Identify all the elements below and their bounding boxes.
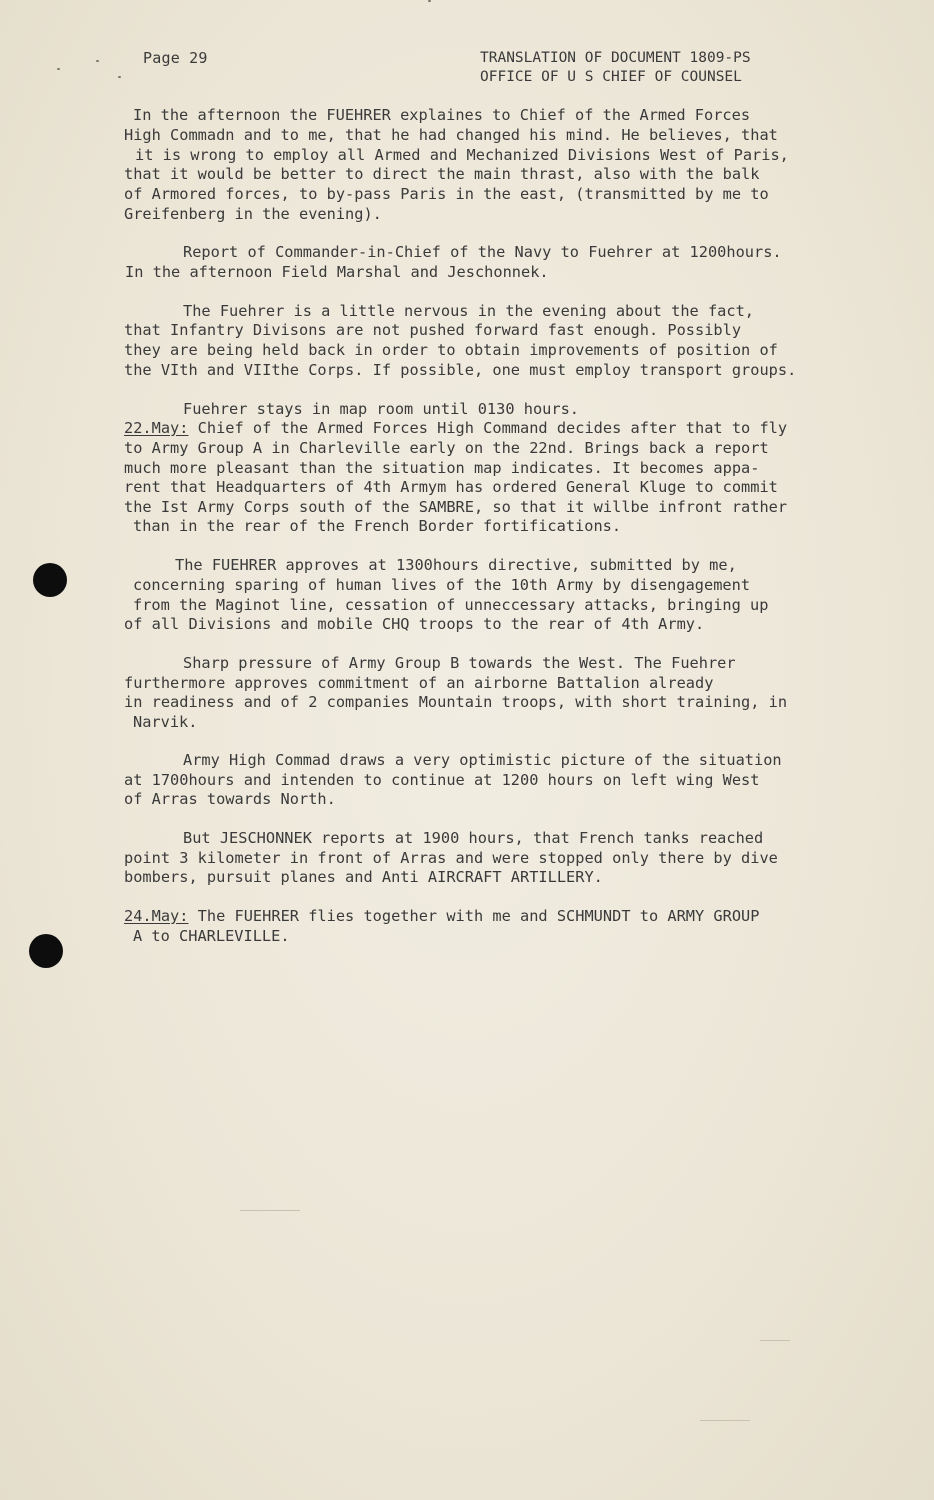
- body-line: that Infantry Divisons are not pushed forward fast enough. Possibly: [124, 321, 742, 339]
- body-line: rent that Headquarters of 4th Armym has ordered General Kluge to commit: [124, 478, 778, 496]
- body-text: The FUEHRER flies together with me and SCHMUNDT to ARMY GROUP: [188, 907, 760, 925]
- faint-mark: [240, 1210, 300, 1211]
- body-line: Greifenberg in the evening).: [124, 205, 382, 223]
- page-number: Page 29: [143, 49, 208, 67]
- body-line: In the afternoon Field Marshal and Jeschonnek.: [125, 263, 549, 281]
- margin-speck: [57, 68, 60, 70]
- faint-mark: [760, 1340, 790, 1341]
- punch-hole-lower: [29, 934, 63, 968]
- body-line: Narvik.: [133, 713, 198, 731]
- body-line: to Army Group A in Charleville early on the 22nd. Brings back a report: [124, 439, 769, 457]
- body-line: that it would be better to direct the main thrast, also with the balk: [124, 165, 760, 183]
- body-line: from the Maginot line, cessation of unneccessary attacks, bringing up: [133, 596, 769, 614]
- date-label-24-may: 24.May:: [124, 907, 189, 925]
- body-line: Sharp pressure of Army Group B towards the West. The Fuehrer: [183, 654, 736, 672]
- body-line: The Fuehrer is a little nervous in the evening about the fact,: [183, 302, 754, 320]
- date-label-22-may: 22.May:: [124, 419, 189, 437]
- margin-speck: [428, 0, 431, 2]
- body-line: Report of Commander-in-Chief of the Navy to Fuehrer at 1200hours.: [183, 243, 782, 261]
- body-line: bombers, pursuit planes and Anti AIRCRAFT ARTILLERY.: [124, 868, 603, 886]
- body-line: High Commadn and to me, that he had changed his mind. He believes, that: [124, 126, 778, 144]
- body-line: they are being held back in order to obtain improvements of position of: [124, 341, 778, 359]
- body-text: Chief of the Armed Forces High Command decides after that to fly: [188, 419, 788, 437]
- body-line: Fuehrer stays in map room until 0130 hours.: [183, 400, 580, 418]
- body-line: concerning sparing of human lives of the 10th Army by disengagement: [133, 576, 751, 594]
- faint-mark: [700, 1420, 750, 1421]
- body-line: point 3 kilometer in front of Arras and were stopped only there by dive: [124, 849, 778, 867]
- body-line: in readiness and of 2 companies Mountain troops, with short training, in: [124, 693, 788, 711]
- document-header: [480, 49, 751, 87]
- body-line: Army High Commad draws a very optimistic picture of the situation: [183, 751, 782, 769]
- header-title-line: TRANSLATION OF DOCUMENT 1809-PS: [480, 50, 751, 66]
- body-line: the VIth and VIIthe Corps. If possible, one must employ transport groups.: [124, 361, 797, 379]
- body-line: than in the rear of the French Border fortifications.: [133, 517, 622, 535]
- body-line: much more pleasant than the situation map indicates. It becomes appa-: [124, 459, 760, 477]
- body-line: furthermore approves commitment of an airborne Battalion already: [124, 674, 714, 692]
- body-line: In the afternoon the FUEHRER explaines to Chief of the Armed Forces: [133, 106, 751, 124]
- body-line: it is wrong to employ all Armed and Mechanized Divisions West of Paris,: [135, 146, 789, 164]
- body-line: But JESCHONNEK reports at 1900 hours, that French tanks reached: [183, 829, 764, 847]
- body-line: A to CHARLEVILLE.: [133, 927, 290, 945]
- body-line: of Arras towards North.: [124, 790, 336, 808]
- punch-hole-upper: [33, 563, 67, 597]
- margin-speck: [118, 76, 121, 78]
- body-line: of Armored forces, to by-pass Paris in the east, (transmitted by me to: [124, 185, 769, 203]
- body-line: at 1700hours and intenden to continue at 1200 hours on left wing West: [124, 771, 760, 789]
- margin-speck: [96, 60, 99, 62]
- entry-line-22-may: [124, 419, 787, 438]
- body-line: of all Divisions and mobile CHQ troops to the rear of 4th Army.: [124, 615, 705, 633]
- body-line: The FUEHRER approves at 1300hours directive, submitted by me,: [175, 556, 737, 574]
- header-office-line: OFFICE OF U S CHIEF OF COUNSEL: [480, 69, 742, 85]
- entry-line-24-may: [124, 907, 759, 926]
- body-line: the Ist Army Corps south of the SAMBRE, so that it willbe infront rather: [124, 498, 788, 516]
